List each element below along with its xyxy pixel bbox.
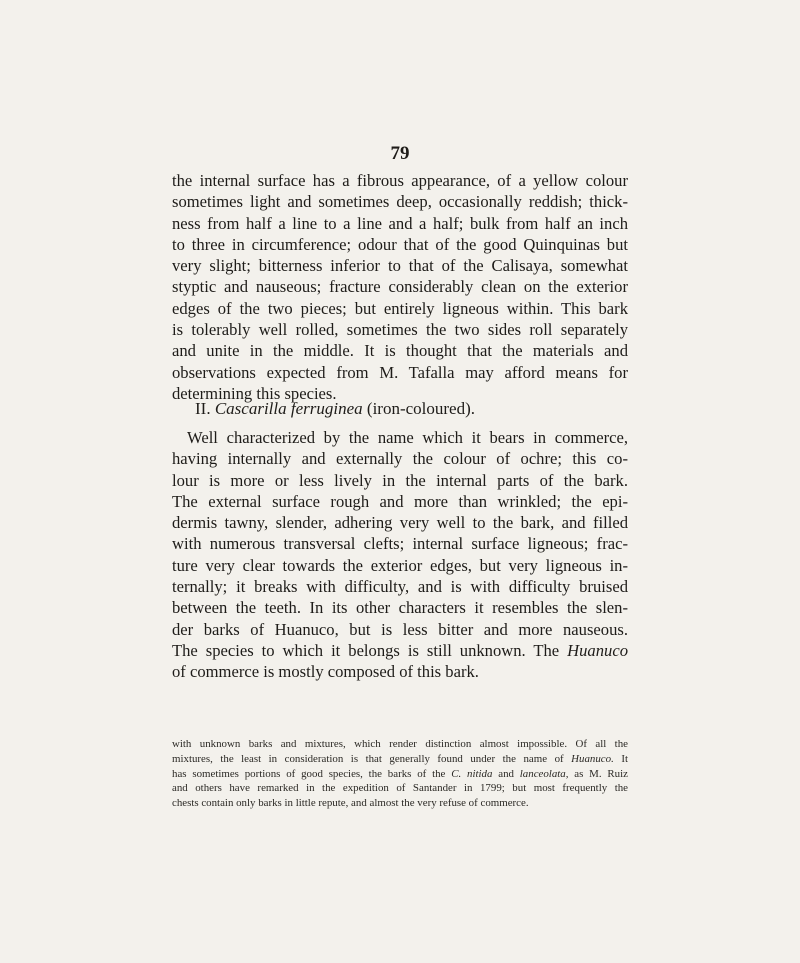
text-segment: has sometimes portions of good species, the barks of the	[172, 767, 446, 780]
section-number: II.	[195, 399, 211, 418]
text-line: very slight; bitterness inferior to that of the Calisaya, somewhat	[172, 256, 628, 276]
text-italic: C. nitida	[451, 767, 493, 780]
text-line: the internal surface has a fibrous appearance, of a yellow colour	[172, 171, 628, 190]
footnote-line	[172, 767, 628, 782]
text-italic: Huanuco.	[571, 752, 614, 765]
paragraph-continued	[172, 170, 628, 404]
species-name: ferruginea	[290, 399, 363, 418]
text-line: lour is more or less lively in the internal parts of the bark.	[172, 470, 628, 490]
text-line: Well characterized by the name which it bears in commerce,	[187, 428, 628, 447]
text-line: edges of the two pieces; but entirely ligneous within. This bark	[172, 298, 628, 318]
text-line: sometimes light and sometimes deep, occasionally reddish; thick-	[172, 192, 628, 212]
text-line: having internally and externally the colour of ochre; this co-	[172, 449, 628, 469]
text-line: styptic and nauseous; fracture considerably clean on the exterior	[172, 277, 628, 297]
text-line: and unite in the middle. It is thought that the materials and	[172, 341, 628, 361]
footnote	[172, 737, 628, 811]
text-segment: as M. Ruiz	[574, 767, 628, 780]
genus-name: Cascarilla	[214, 399, 287, 418]
text-segment: The species to which it belongs is still unknown. The	[172, 640, 560, 660]
footnote-line: with unknown barks and mixtures, which render distinction almost impossible. Of all the	[172, 738, 628, 750]
section-heading	[195, 399, 475, 419]
text-line: dermis tawny, slender, adhering very well to the bark, and filled	[172, 513, 628, 533]
text-line: of commerce is mostly composed of this bark.	[172, 662, 479, 682]
text-segment: mixtures, the least in consideration is that generally found under the name of	[172, 752, 564, 765]
text-line: The external surface rough and more than wrinkled; the epi-	[172, 491, 628, 511]
paragraph-description	[172, 427, 628, 683]
text-segment: It	[621, 752, 628, 765]
text-line	[172, 640, 628, 661]
text-line: ternally; it breaks with difficulty, and is with difficulty bruised	[172, 577, 628, 597]
text-line: between the teeth. In its other characters it resembles the slen-	[172, 598, 628, 618]
footnote-line	[172, 752, 628, 767]
text-italic: lanceolata,	[519, 767, 569, 780]
text-segment: and	[498, 767, 514, 780]
text-italic: Huanuco	[567, 640, 628, 660]
text-line: observations expected from M. Tafalla may afford means for	[172, 362, 628, 382]
text-line: determining this species.	[172, 383, 337, 403]
text-line: to three in circumference; odour that of the good Quinquinas but	[172, 234, 628, 254]
footnote-line: and others have remarked in the expedition of Santander in 1799; but most frequently the	[172, 782, 628, 795]
text-line: ture very clear towards the exterior edges, but very ligneous in-	[172, 555, 628, 575]
page-number: 79	[390, 143, 410, 164]
footnote-line: chests contain only barks in little repute, and almost the very refuse of commerce.	[172, 797, 529, 810]
text-line: is tolerably well rolled, sometimes the two sides roll separately	[172, 320, 628, 340]
text-line: der barks of Huanuco, but is less bitter and more nauseous.	[172, 619, 628, 639]
text-line: ness from half a line to a line and a half; bulk from half an inch	[172, 213, 628, 233]
species-gloss: (iron-coloured).	[366, 399, 475, 418]
text-line: with numerous transversal clefts; internal surface ligneous; frac-	[172, 534, 628, 554]
